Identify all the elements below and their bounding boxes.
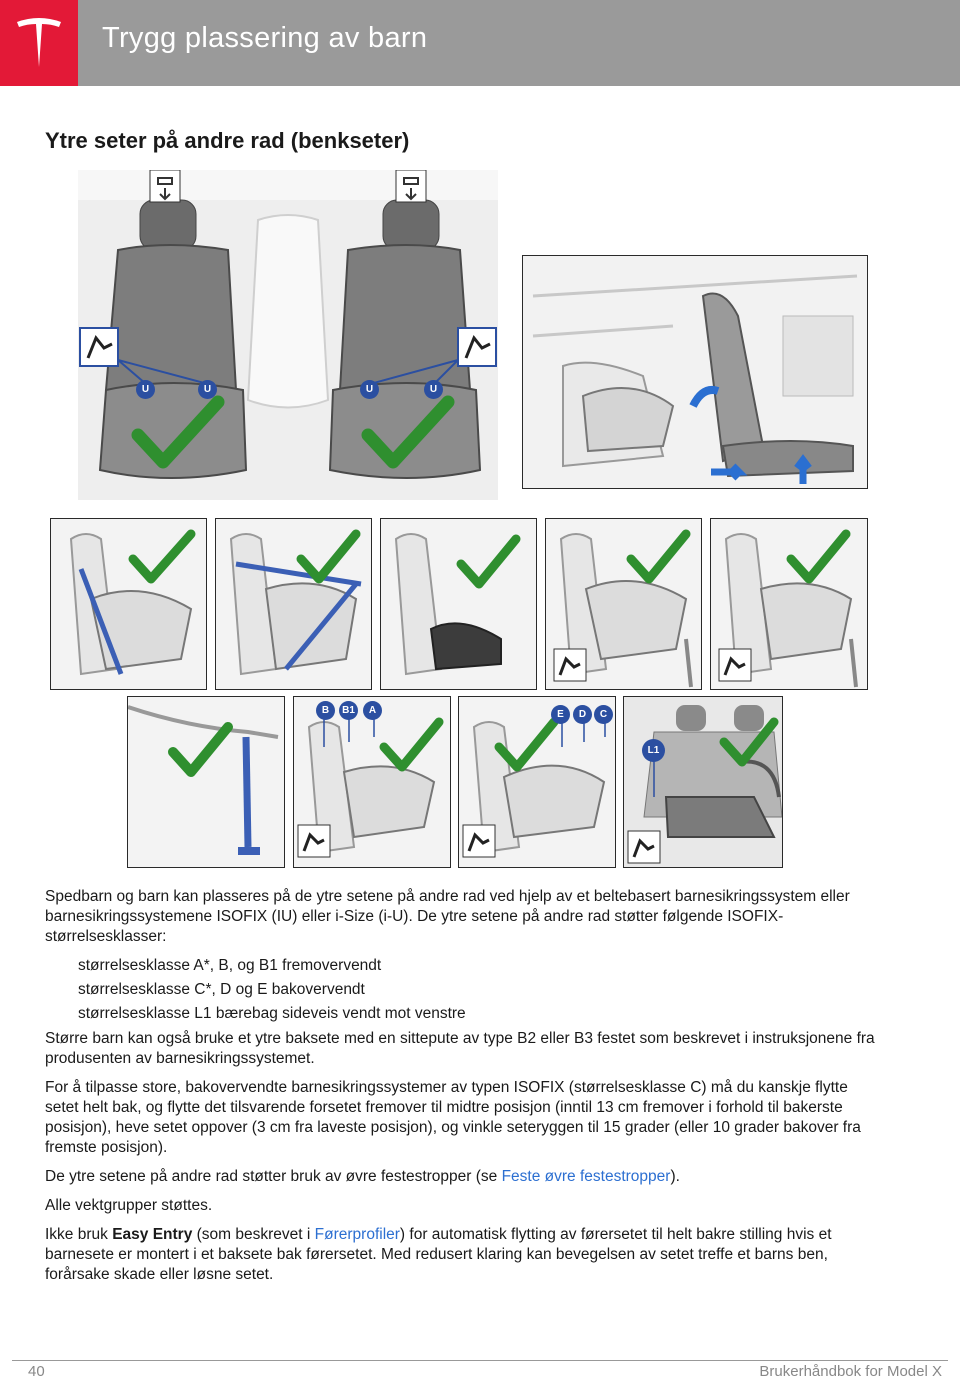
manual-title: Brukerhåndbok for Model X [759, 1363, 942, 1380]
paragraph: Alle vektgrupper støttes. [45, 1197, 213, 1214]
paragraph: De ytre setene på andre rad støtter bruk av øvre festestropper (se Feste øvre festestropper). [45, 1168, 680, 1185]
figure-booster-seat [380, 518, 537, 690]
size-class-badge: A [363, 701, 382, 720]
size-class-list [45, 956, 875, 1024]
paragraph: Større barn kan også bruke et ytre baksete med en sittepute av type B2 eller B3 festet som beskrevet i instruksjonene fra produsenten av barnesikringssystemet. [45, 1030, 875, 1067]
link-top-tether[interactable]: Feste øvre festestropper [501, 1168, 671, 1185]
list-item: størrelsesklasse C*, D og E bakovervendt [78, 981, 365, 998]
size-class-badge: C [594, 705, 613, 724]
figure-isofix-forward-classes [293, 696, 451, 868]
list-item: størrelsesklasse L1 bærebag sideveis vendt mot venstre [78, 1005, 466, 1022]
size-class-badge: D [573, 705, 592, 724]
figure-belt-rear-facing [50, 518, 207, 690]
isofix-anchor-badge: U [136, 380, 155, 399]
header-title: Trygg plassering av barn [102, 22, 428, 54]
easy-entry-term: Easy Entry [112, 1226, 193, 1243]
size-class-badge: L1 [642, 739, 665, 762]
paragraph: Ikke bruk Easy Entry (som beskrevet i Førerprofiler) for automatisk flytting av førersetet til helt bakre stilling hvis et barnesete er montert i et baksete bak førersetet. Med redusert klaring kan bevegelsen av setet treffe et barns ben, forårsake skade eller løsne setet. [45, 1226, 832, 1283]
size-class-badge: B [316, 701, 335, 720]
figure-support-leg [127, 696, 285, 868]
figure-belt-forward-facing [215, 518, 372, 690]
figure-isofix-rear-classes [458, 696, 616, 868]
list-item: størrelsesklasse A*, B, og B1 fremovervendt [78, 957, 382, 974]
figure-carrycot [623, 696, 783, 868]
figure-isofix-rear-facing [545, 518, 702, 690]
figure-rear-bench-seats [78, 170, 498, 500]
logo-box [0, 0, 78, 86]
body-text [45, 887, 875, 1294]
isofix-anchor-badge: U [360, 380, 379, 399]
section-title: Ytre seter på andre rad (benkseter) [45, 128, 410, 153]
footer-divider [12, 1360, 948, 1361]
figure-isofix-forward-facing [710, 518, 868, 690]
isofix-anchor-badge: U [424, 380, 443, 399]
size-class-badge: E [551, 705, 570, 724]
tesla-logo-icon [15, 15, 63, 71]
figure-seat-adjustment [522, 255, 868, 489]
link-driver-profiles[interactable]: Førerprofiler [314, 1226, 400, 1243]
page-header [0, 0, 960, 86]
isofix-anchor-badge: U [198, 380, 217, 399]
paragraph: For å tilpasse store, bakovervendte barnesikringssystemer av typen ISOFIX (størrelsesklasse C) må du kanskje flytte setet helt bak, og flytte det tilsvarende forsetet fremover til midtre posisjon (inntil 13 cm fremover i forhold til bakerste posisjon), heve setet oppover (3 cm fra laveste posisjon), og vinkle seteryggen til 15 grader (eller 10 grader bakover fra fremste posisjon). [45, 1079, 861, 1156]
size-class-badge: B1 [339, 701, 358, 720]
paragraph: Spedbarn og barn kan plasseres på de ytre setene på andre rad ved hjelp av et beltebasert barnesikringssystem eller barnesikringssystemene ISOFIX (IU) eller i-Size (i-U). De ytre setene på andre rad støtter følgende ISOFIX-størrelsesklasser: [45, 888, 850, 945]
page-number: 40 [28, 1363, 45, 1380]
